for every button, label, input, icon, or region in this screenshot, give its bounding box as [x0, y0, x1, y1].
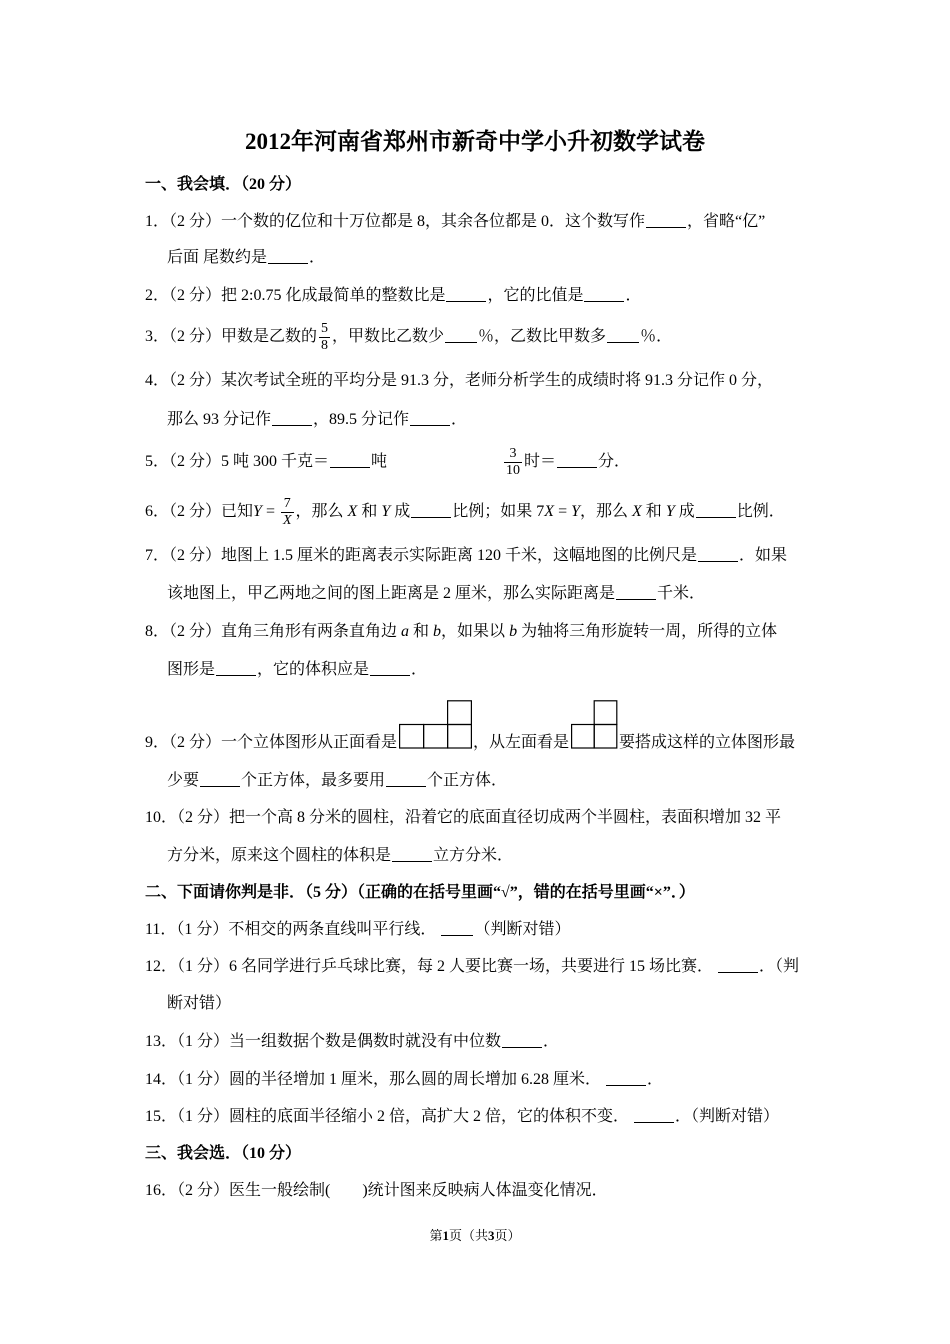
- question-number: 9．（2 分）: [145, 734, 222, 751]
- question-text: 医生一般绘制( )统计图来反映病人体温变化情况．: [229, 1182, 608, 1199]
- question-text: 吨: [371, 453, 388, 470]
- answer-blank: [386, 772, 426, 787]
- question-text: 分．: [598, 453, 631, 470]
- question-text: 少要: [167, 772, 200, 789]
- q13-line1: [145, 1031, 559, 1053]
- question-text: ．: [411, 661, 428, 678]
- answer-blank: [370, 661, 410, 676]
- answer-blank: [606, 1071, 646, 1086]
- question-number: 5．（2 分）: [145, 453, 222, 470]
- fraction-denominator: X: [282, 512, 292, 528]
- question-text: 个正方体．: [427, 772, 508, 789]
- question-text: 把 2:0.75 化成最简单的整数比是: [221, 287, 446, 304]
- question-number: 1．（2 分）: [145, 213, 222, 230]
- front-view-figure: [399, 700, 472, 749]
- question-text: 5 吨 300 千克＝: [221, 453, 330, 470]
- q6-line1: [145, 495, 785, 528]
- question-number: 15．（1 分）: [145, 1108, 230, 1125]
- question-number: 3．（2 分）: [145, 328, 222, 345]
- total-pages-number: 3: [488, 1228, 495, 1243]
- answer-blank: [646, 213, 686, 228]
- fraction-denominator: 8: [321, 337, 329, 353]
- answer-blank: [634, 1108, 674, 1123]
- footer-prefix: 第: [429, 1228, 443, 1243]
- q1-line1: [145, 211, 765, 233]
- question-text: 成: [390, 503, 411, 520]
- left-view-figure: [571, 700, 618, 749]
- equals-sign: =: [554, 503, 572, 520]
- question-text: 和: [409, 623, 434, 640]
- question-text: 一个立体图形从正面看是: [221, 734, 398, 751]
- math-variable: b: [433, 623, 442, 640]
- q1-line2: [167, 247, 325, 269]
- math-variable: a: [401, 623, 410, 640]
- question-number: 10．（2 分）: [145, 809, 230, 826]
- answer-blank: [392, 847, 432, 862]
- q7-line1: [145, 545, 787, 567]
- answer-blank: [718, 958, 758, 973]
- cube-square: [448, 725, 472, 749]
- question-text: 图形是: [167, 661, 216, 678]
- current-page-number: 1: [442, 1228, 449, 1243]
- question-text: ．: [543, 1033, 560, 1050]
- section-heading-3: 三、我会选．（10 分）: [145, 1145, 302, 1162]
- equals-sign: =: [261, 503, 279, 520]
- cube-square: [424, 725, 448, 749]
- exam-title: 2012年河南省郑州市新奇中学小升初数学试卷: [245, 129, 705, 154]
- answer-blank: [268, 249, 308, 264]
- math-variable: X: [347, 503, 358, 520]
- question-text: 把一个高 8 分米的圆柱，沿着它的底面直径切成两个半圆柱，表面积增加 32 平: [229, 809, 782, 826]
- fraction-numerator: 3: [504, 446, 522, 463]
- fraction: [281, 496, 294, 529]
- question-number: 4．（2 分）: [145, 372, 222, 389]
- question-text: 比例；如果 7: [452, 503, 545, 520]
- answer-blank: [502, 1033, 542, 1048]
- question-text: ．（判: [759, 958, 800, 975]
- question-text: 千米．: [657, 585, 706, 602]
- question-text: 和: [357, 503, 382, 520]
- question-text: ．: [309, 249, 326, 266]
- question-number: 14．（1 分）: [145, 1071, 230, 1088]
- question-text: 当一组数据个数是偶数时就没有中位数: [229, 1033, 502, 1050]
- q10-line1: [145, 807, 781, 829]
- q10-line2: [167, 845, 513, 867]
- fraction: [504, 446, 522, 479]
- cube-square: [400, 725, 424, 749]
- section-heading-2: 二、下面请你判是非．（5 分）（正确的在括号里画“√”，错的在括号里画“×”．）: [145, 884, 695, 901]
- question-text: ．: [625, 287, 642, 304]
- question-text: （判断对错）: [474, 921, 571, 938]
- answer-blank: [445, 328, 477, 343]
- answer-blank: [696, 503, 736, 518]
- question-text: ．: [647, 1071, 664, 1088]
- question-text: 比例．: [736, 503, 785, 520]
- q5-part2: [502, 445, 631, 478]
- question-number: 6．（2 分）: [145, 503, 222, 520]
- question-text: ．（判断对错）: [675, 1108, 780, 1125]
- q12-line1: [145, 956, 799, 978]
- q8-line1: [145, 621, 777, 643]
- q2-line1: [145, 285, 642, 307]
- question-text: 直角三角形有两条直角边: [221, 623, 402, 640]
- q9-line2: [167, 770, 507, 792]
- cube-square: [448, 701, 472, 725]
- question-text: 甲数是乙数的: [221, 328, 318, 345]
- cube-square: [594, 725, 617, 749]
- answer-blank: [557, 453, 597, 468]
- question-text: 地图上 1.5 厘米的距离表示实际距离 120 千米，这幅地图的比例尺是: [221, 547, 698, 564]
- math-variable: Y: [381, 503, 391, 520]
- question-number: 13．（1 分）: [145, 1033, 230, 1050]
- answer-blank: [410, 411, 450, 426]
- answer-blank: [441, 921, 473, 936]
- math-variable: Y: [253, 503, 262, 520]
- question-text: 圆柱的底面半径缩小 2 倍，高扩大 2 倍，它的体积不变．: [229, 1108, 630, 1125]
- question-text: ．如果: [739, 547, 788, 564]
- question-text: 后面 尾数约是: [167, 249, 268, 266]
- question-text: 一个数的亿位和十万位都是 8，其余各位都是 0．这个数写作: [221, 213, 646, 230]
- question-text: 立方分米．: [433, 847, 514, 864]
- question-text: ，如果以: [441, 623, 510, 640]
- question-text: 该地图上，甲乙两地之间的图上距离是 2 厘米，那么实际距离是: [167, 585, 616, 602]
- answer-blank: [584, 287, 624, 302]
- question-text: 已知: [221, 503, 254, 520]
- q4-line2: [167, 409, 467, 431]
- footer-suffix: 页）: [494, 1228, 521, 1243]
- q3-line1: [145, 320, 673, 353]
- question-text: 6 名同学进行乒乓球比赛，每 2 人要比赛一场，共要进行 15 场比赛．: [229, 958, 714, 975]
- question-text: 不相交的两条直线叫平行线．: [228, 921, 437, 938]
- q12-line2: [167, 993, 231, 1015]
- answer-blank: [200, 772, 240, 787]
- math-variable: X: [632, 503, 642, 520]
- q14-line1: [145, 1069, 663, 1091]
- math-variable: Y: [571, 503, 580, 520]
- question-number: 12．（1 分）: [145, 958, 230, 975]
- answer-blank: [607, 328, 639, 343]
- q15-line1: [145, 1106, 779, 1128]
- answer-blank: [698, 547, 738, 562]
- question-text: 圆的半径增加 1 厘米，那么圆的周长增加 6.28 厘米．: [229, 1071, 602, 1088]
- question-text: 方分米，原来这个圆柱的体积是: [167, 847, 392, 864]
- question-text: ．: [451, 411, 468, 428]
- question-text: ，甲数比乙数少: [332, 328, 445, 345]
- question-text: ％，乙数比甲数多: [478, 328, 607, 345]
- answer-blank: [216, 661, 256, 676]
- cube-square: [572, 725, 595, 749]
- answer-blank: [616, 585, 656, 600]
- question-number: 2．（2 分）: [145, 287, 222, 304]
- answer-blank: [411, 503, 451, 518]
- question-text: ，那么: [580, 503, 633, 520]
- math-variable: Y: [665, 503, 675, 520]
- q7-line2: [167, 583, 705, 605]
- question-number: 16．（2 分）: [145, 1182, 230, 1199]
- answer-blank: [330, 453, 370, 468]
- question-text: 个正方体，最多要用: [241, 772, 386, 789]
- answer-blank: [272, 411, 312, 426]
- q5-part1: [145, 451, 387, 473]
- question-text: 要搭成这样的立体图形最: [619, 734, 796, 751]
- question-number: 7．（2 分）: [145, 547, 222, 564]
- fraction: [319, 321, 330, 354]
- page-footer: [0, 1226, 950, 1246]
- question-text: 为轴将三角形旋转一周，所得的立体: [517, 623, 778, 640]
- answer-blank: [446, 287, 486, 302]
- fraction-numerator: 7: [281, 496, 294, 513]
- question-text: ，那么: [295, 503, 348, 520]
- question-number: 8．（2 分）: [145, 623, 222, 640]
- question-text: 某次考试全班的平均分是 91.3 分，老师分析学生的成绩时将 91.3 分记作 0 分，: [221, 372, 774, 389]
- math-variable: X: [544, 503, 555, 520]
- math-variable: b: [509, 623, 518, 640]
- footer-mid: 页（共: [448, 1228, 488, 1243]
- question-text: 成: [674, 503, 695, 520]
- question-text: ，89.5 分记作: [313, 411, 410, 428]
- question-text: 时＝: [524, 453, 557, 470]
- question-text: ，它的体积应是: [257, 661, 370, 678]
- question-text: ，它的比值是: [487, 287, 584, 304]
- question-text: ，省略“亿”: [687, 213, 766, 230]
- question-text: 和: [641, 503, 666, 520]
- section-heading-1: 一、我会填．（20 分）: [145, 176, 302, 193]
- question-number: 11．（1 分）: [145, 921, 229, 938]
- cube-square: [594, 701, 617, 725]
- question-text: 那么 93 分记作: [167, 411, 272, 428]
- q16-line1: [145, 1180, 608, 1202]
- fraction-denominator: 10: [506, 462, 520, 478]
- question-text: ，从左面看是: [473, 734, 570, 751]
- q11-line1: [145, 919, 570, 941]
- fraction-numerator: 5: [321, 320, 329, 336]
- q9-line1: [145, 730, 795, 752]
- question-text: 断对错）: [167, 995, 232, 1012]
- q8-line2: [167, 659, 427, 681]
- q4-line1: [145, 370, 773, 392]
- question-text: ％．: [640, 328, 673, 345]
